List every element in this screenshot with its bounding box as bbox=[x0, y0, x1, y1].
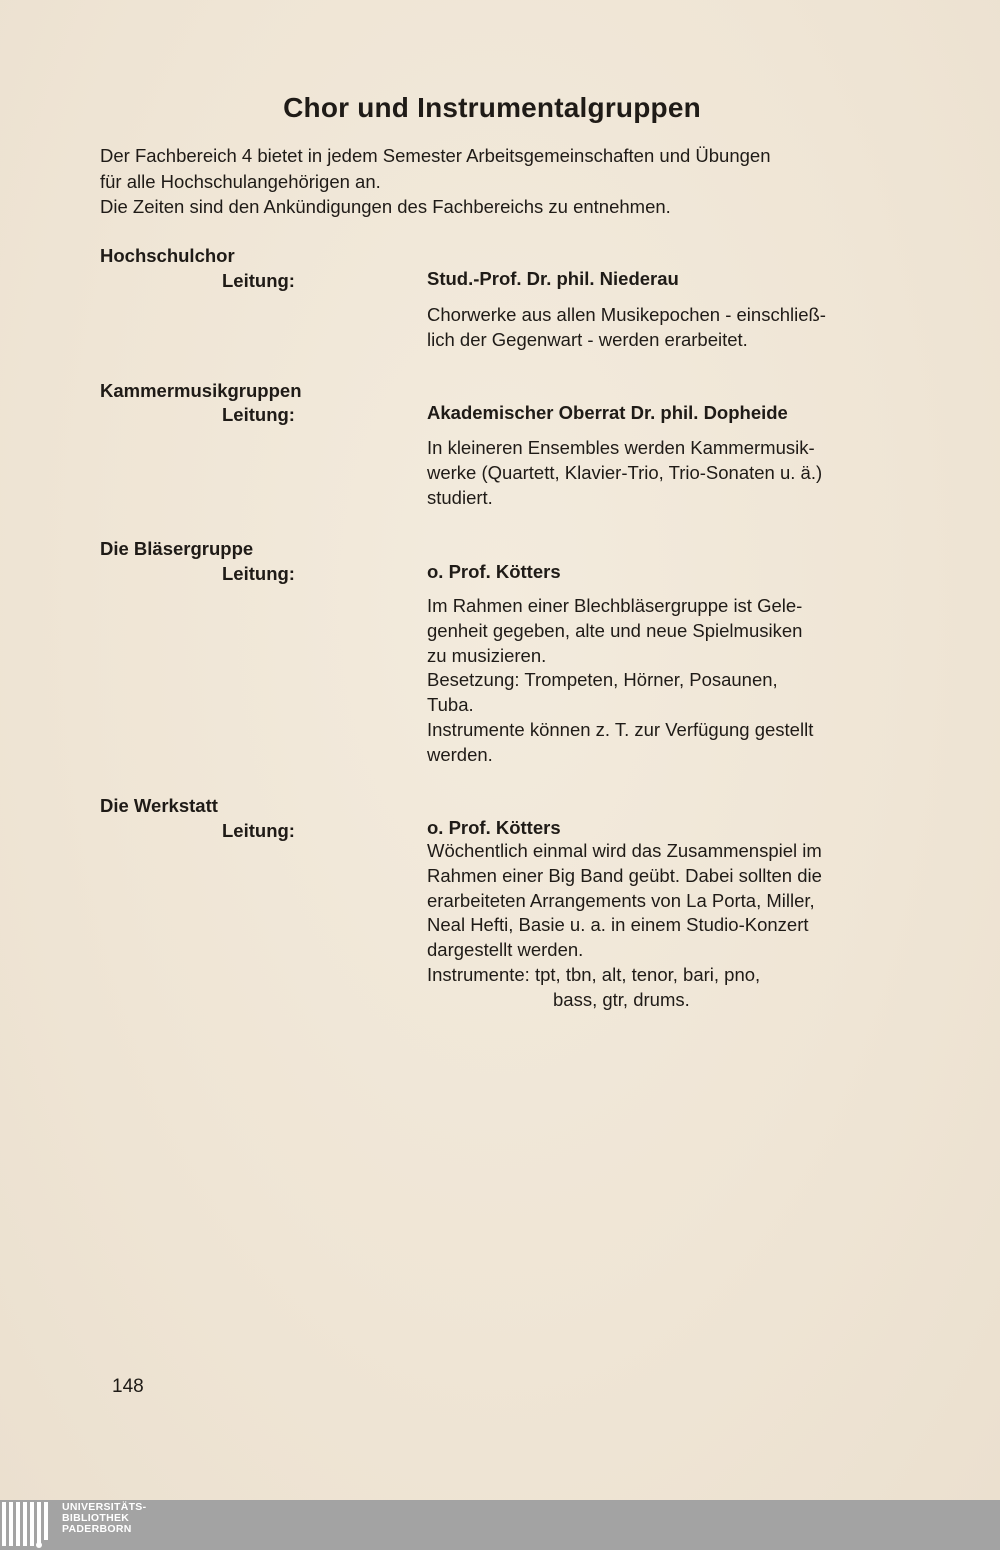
description-line: In kleineren Ensembles werden Kammermusik- bbox=[427, 437, 815, 458]
leitung-label: Leitung: bbox=[222, 563, 295, 584]
section-leader: Akademischer Oberrat Dr. phil. Dopheide bbox=[427, 402, 788, 423]
intro-line: Die Zeiten sind den Ankündigungen des Fachbereichs zu entnehmen. bbox=[100, 196, 671, 217]
description-line: Chorwerke aus allen Musikepochen - einschließ- bbox=[427, 304, 826, 325]
section-title-kammermusikgruppen: Kammermusikgruppen bbox=[100, 380, 302, 401]
page-number: 148 bbox=[112, 1376, 144, 1397]
description-line: dargestellt werden. bbox=[427, 939, 584, 961]
page-title: Chor und Instrumentalgruppen bbox=[283, 92, 701, 123]
description-line: Im Rahmen einer Blechbläsergruppe ist Gele- bbox=[427, 595, 803, 616]
description-line: Neal Hefti, Basie u. a. in einem Studio-Konzert bbox=[427, 914, 809, 936]
description-line: werden. bbox=[427, 743, 493, 765]
description-line: Tuba. bbox=[427, 694, 474, 716]
description-line: genheit gegeben, alte und neue Spielmusiken bbox=[427, 619, 803, 641]
section-description bbox=[427, 303, 897, 353]
description-line: Rahmen einer Big Band geübt. Dabei sollten die bbox=[427, 864, 822, 886]
description-line: Instrumente können z. T. zur Verfügung gestellt bbox=[427, 718, 814, 740]
description-line: Wöchentlich einmal wird das Zusammenspiel im bbox=[427, 840, 822, 861]
library-logo-text bbox=[62, 1502, 146, 1535]
section-title-werkstatt: Die Werkstatt bbox=[100, 795, 218, 816]
section-description bbox=[427, 839, 897, 1013]
section-leader: o. Prof. Kötters bbox=[427, 817, 561, 838]
description-line: lich der Gegenwart - werden erarbeitet. bbox=[427, 328, 748, 350]
leitung-label: Leitung: bbox=[222, 270, 295, 291]
section-title-blaesergruppe: Die Bläsergruppe bbox=[100, 538, 254, 559]
section-title-hochschulchor: Hochschulchor bbox=[100, 245, 235, 266]
description-line: werke (Quartett, Klavier-Trio, Trio-Sonaten u. ä.) bbox=[427, 461, 823, 483]
description-line: Besetzung: Trompeten, Hörner, Posaunen, bbox=[427, 669, 778, 691]
leitung-label: Leitung: bbox=[222, 404, 295, 425]
intro-line: für alle Hochschulangehörigen an. bbox=[100, 170, 381, 192]
section-description bbox=[427, 436, 897, 510]
description-line: zu musizieren. bbox=[427, 644, 547, 666]
description-line: studiert. bbox=[427, 486, 493, 508]
intro-line: Der Fachbereich 4 bietet in jedem Semester Arbeitsgemeinschaften und Übungen bbox=[100, 145, 771, 166]
description-line: Instrumente: tpt, tbn, alt, tenor, bari, pno, bbox=[427, 963, 761, 985]
library-footer-bar bbox=[0, 1500, 1000, 1550]
intro-paragraph bbox=[100, 143, 900, 220]
leitung-label: Leitung: bbox=[222, 820, 295, 841]
logo-bars-icon bbox=[2, 1502, 48, 1546]
section-leader: Stud.-Prof. Dr. phil. Niederau bbox=[427, 268, 679, 289]
logo-dot-icon bbox=[36, 1542, 42, 1548]
section-description bbox=[427, 594, 897, 768]
logo-text-line: PADERBORN bbox=[62, 1523, 132, 1535]
logo-text-line: BIBLIOTHEK bbox=[62, 1512, 130, 1524]
library-logo bbox=[2, 1502, 146, 1548]
logo-text-line: UNIVERSITÄTS- bbox=[62, 1501, 147, 1513]
section-leader: o. Prof. Kötters bbox=[427, 561, 561, 582]
description-line: erarbeiteten Arrangements von La Porta, Miller, bbox=[427, 889, 815, 911]
description-line: bass, gtr, drums. bbox=[553, 988, 690, 1010]
